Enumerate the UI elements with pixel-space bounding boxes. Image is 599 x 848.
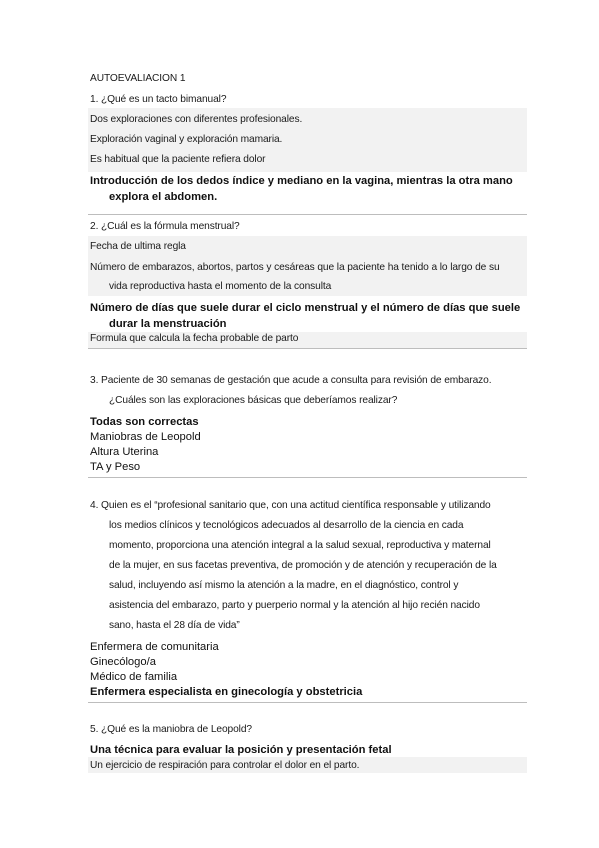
- q2-option-1: Fecha de ultima regla: [90, 241, 186, 252]
- q2-answer-line-2: durar la menstruación: [109, 318, 227, 330]
- q4-question-line-3: momento, proporciona una atención integral a la salud sexual, reproductiva y maternal: [109, 540, 491, 551]
- q4-question-line-7: sano, hasta el 28 día de vida”: [109, 620, 240, 631]
- q4-question-line-5: salud, incluyendo así mismo la atención a la madre, en el diagnóstico, control y: [109, 580, 459, 591]
- page-title: AUTOEVALIACION 1: [90, 73, 186, 84]
- q1-answer-line-1: Introducción de los dedos índice y mediano en la vagina, mientras la otra mano: [90, 175, 513, 187]
- q2-divider: [88, 348, 527, 349]
- q4-question-line-1: 4. Quien es el “profesional sanitario que, con una actitud científica responsable y utilizando: [90, 500, 491, 511]
- q4-option-3: Médico de familia: [90, 671, 178, 683]
- q1-answer-line-2: explora el abdomen.: [109, 191, 218, 203]
- q1-question: 1. ¿Qué es un tacto bimanual?: [90, 94, 227, 105]
- q5-option-2: Un ejercicio de respiración para controlar el dolor en el parto.: [90, 760, 360, 771]
- q3-divider: [88, 477, 527, 478]
- q2-question: 2. ¿Cuál es la fórmula menstrual?: [90, 221, 240, 232]
- q3-option-3: TA y Peso: [90, 461, 141, 473]
- q5-question: 5. ¿Qué es la maniobra de Leopold?: [90, 724, 252, 735]
- q4-divider: [88, 702, 527, 703]
- q4-option-1: Enfermera de comunitaria: [90, 641, 219, 653]
- q1-divider: [88, 214, 527, 215]
- q3-answer: Todas son correctas: [90, 416, 199, 428]
- q4-option-2: Ginecólogo/a: [90, 656, 156, 668]
- q4-question-line-2: los medios clínicos y tecnológicos adecuados al desarrollo de la ciencia en cada: [109, 520, 464, 531]
- q3-option-2: Altura Uterina: [90, 446, 159, 458]
- q4-question-line-4: de la mujer, en sus facetas preventiva, de promoción y de atención y recuperación de la: [109, 560, 497, 571]
- q1-option-3: Es habitual que la paciente refiera dolor: [90, 154, 266, 165]
- q1-option-2: Exploración vaginal y exploración mamaria.: [90, 134, 283, 145]
- q2-option-2-line-1: Número de embarazos, abortos, partos y cesáreas que la paciente ha tenido a lo largo de su: [90, 262, 500, 273]
- q3-question-line-2: ¿Cuáles son las exploraciones básicas que deberíamos realizar?: [109, 395, 398, 406]
- q1-option-1: Dos exploraciones con diferentes profesionales.: [90, 114, 303, 125]
- q3-option-1: Maniobras de Leopold: [90, 431, 201, 443]
- q2-answer-line-1: Número de días que suele durar el ciclo menstrual y el número de días que suele: [90, 302, 521, 314]
- q5-answer: Una técnica para evaluar la posición y presentación fetal: [90, 744, 392, 756]
- q2-option-4: Formula que calcula la fecha probable de parto: [90, 333, 299, 344]
- q4-question-line-6: asistencia del embarazo, parto y puerperio normal y la atención al hijo recién nacido: [109, 600, 480, 611]
- q2-option-2-line-2: vida reproductiva hasta el momento de la consulta: [109, 281, 332, 292]
- q4-answer: Enfermera especialista en ginecología y obstetricia: [90, 686, 363, 698]
- q3-question-line-1: 3. Paciente de 30 semanas de gestación que acude a consulta para revisión de embarazo.: [90, 375, 492, 386]
